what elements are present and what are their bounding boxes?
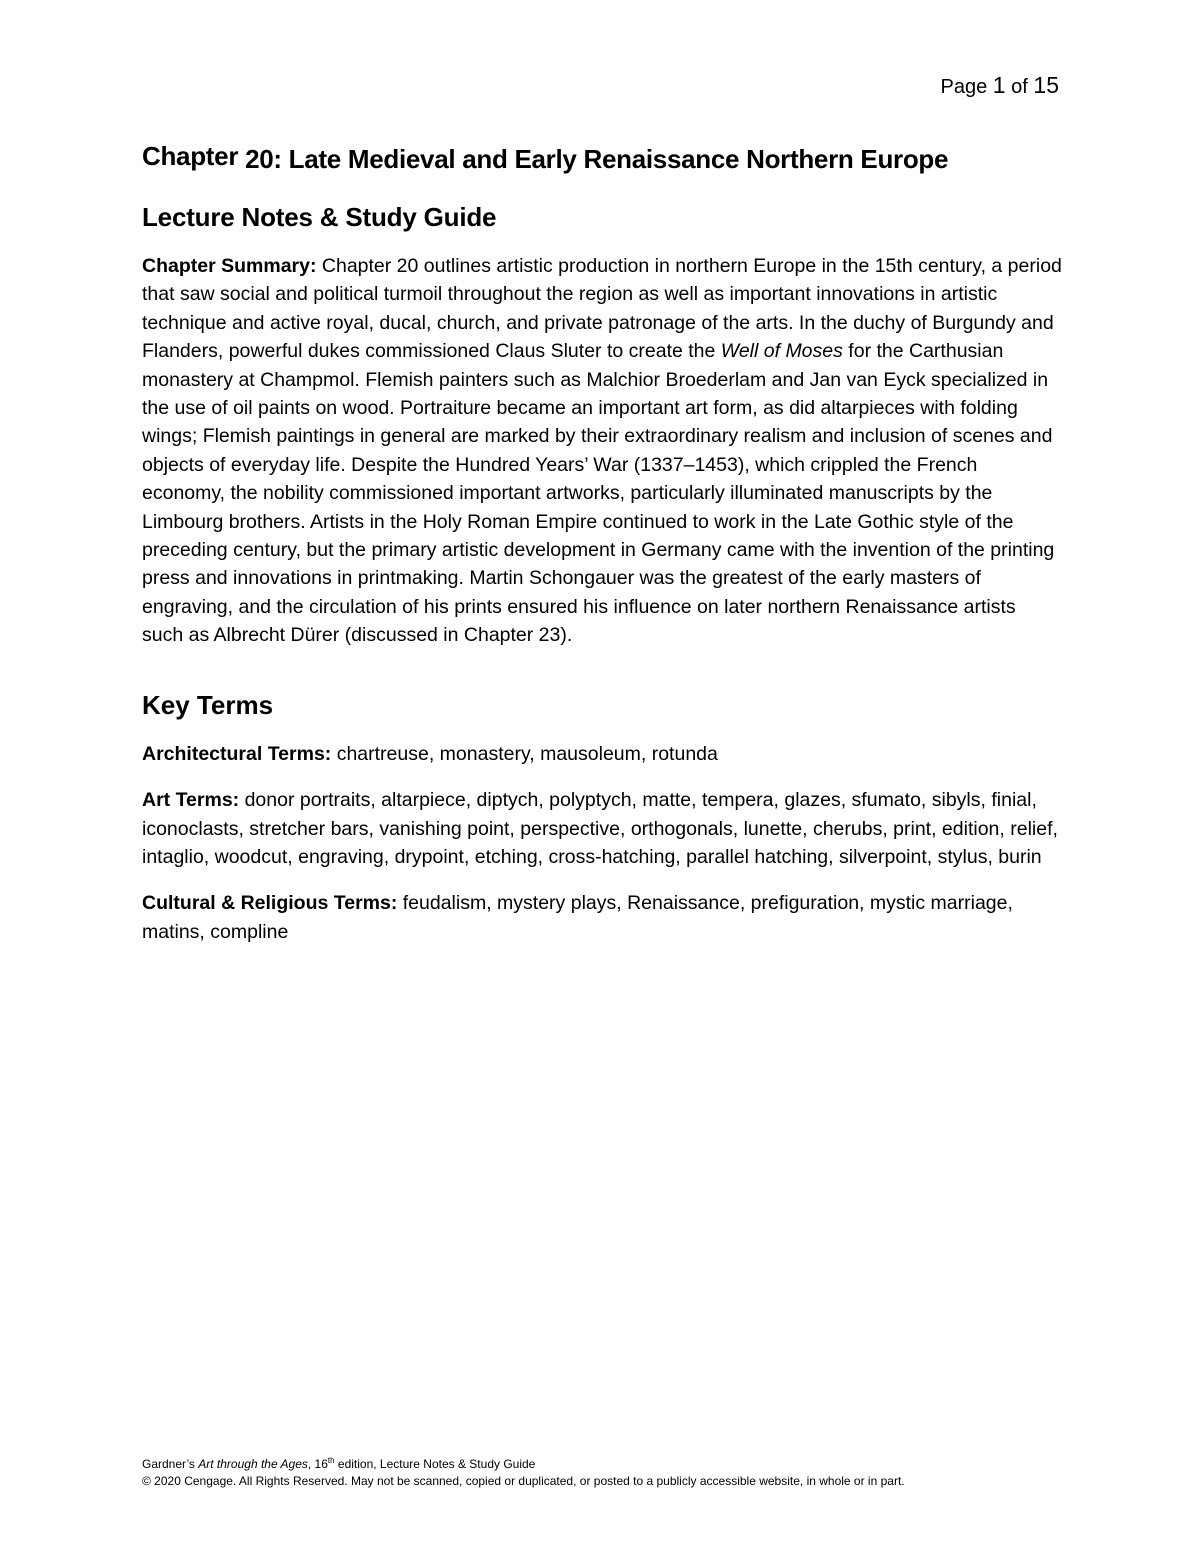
terms-text: donor portraits, altarpiece, diptych, polyptych, matte, tempera, glazes, sfumato, sibyls, finial, iconoclasts, stretcher bars, vanishing point, perspective, orthogonals, lunette, cherubs, print, edition, relief, intaglio, woodcut, engraving, drypoint, etching, cross-hatching, parallel hatching, silverpoint, stylus, burin <box>142 789 1058 868</box>
page-prefix: Page <box>940 76 988 98</box>
architectural-terms <box>142 740 1062 768</box>
art-terms <box>142 786 1062 871</box>
page-of: of <box>1011 76 1028 98</box>
terms-text: feudalism, mystery plays, Renaissance, prefiguration, mystic marriage, matins, compline <box>142 892 1013 943</box>
chapter-summary <box>142 252 1062 650</box>
key-terms-heading: Key Terms <box>142 689 274 720</box>
chapter-title <box>142 142 1062 176</box>
page-total: 15 <box>1033 72 1059 98</box>
terms-label: Cultural & Religious Terms: <box>142 892 398 915</box>
summary-italic-title: Well of Moses <box>720 340 843 363</box>
cultural-religious-terms <box>142 889 1062 946</box>
footer-suffix: edition, Lecture Notes & Study Guide <box>334 1457 536 1471</box>
chapter-word: Chapter <box>142 141 239 171</box>
page-subtitle: Lecture Notes & Study Guide <box>142 202 497 232</box>
summary-text-2: for the Carthusian monastery at Champmol. Flemish painters such as Malchior Broederlam and Jan van Eyck specialized in the use of oil paints on wood. Portraiture became an important art form, as did altarpieces with folding wings; Flemish paintings in general are marked by their extraordinary realism and inclusion of scenes and objects of everyday life. Despite the Hundred Years’ War (1337–1453), which crippled the French economy, the nobility commissioned important artworks, particularly illuminated manuscripts by the Limbourg brothers. Artists in the Holy Roman Empire continued to work in the Late Gothic style of the preceding century, but the primary artistic development in Germany came with the invention of the printing press and innovations in printmaking. Martin Schongauer was the greatest of the early masters of engraving, and the circulation of his prints ensured his influence on later northern Renaissance artists such as Albrecht Dürer (discussed in Chapter 23). <box>142 340 1055 647</box>
page-indicator <box>941 72 1059 99</box>
footer-line-1 <box>142 1452 905 1473</box>
footer-edition: , 16 <box>307 1457 328 1471</box>
chapter-title-text: 20: Late Medieval and Early Renaissance Northern Europe <box>245 144 949 174</box>
footer-prefix: Gardner’s <box>142 1457 199 1471</box>
terms-label: Art Terms: <box>142 789 240 812</box>
summary-text-1: Chapter 20 outlines artistic production in northern Europe in the 15th century, a period that saw social and political turmoil throughout the region as well as important innovations in artistic technique and active royal, ducal, church, and private patronage of the arts. In the duchy of Burgundy and Flanders, powerful dukes commissioned Claus Sluter to create the <box>142 255 1062 363</box>
page-current: 1 <box>992 72 1006 98</box>
document-body <box>142 142 1062 946</box>
footer-copyright: © 2020 Cengage. All Rights Reserved. May not be scanned, copied or duplicated, or posted to a publicly accessible website, in whole or in part. <box>142 1474 905 1488</box>
terms-label: Architectural Terms: <box>142 742 332 765</box>
summary-label: Chapter Summary: <box>142 255 317 277</box>
footer-edition-sup: th <box>327 1456 335 1465</box>
footer-book-title: Art through the Ages <box>198 1457 308 1471</box>
terms-text: chartreuse, monastery, mausoleum, rotunda <box>331 742 718 765</box>
page-footer <box>142 1452 905 1490</box>
